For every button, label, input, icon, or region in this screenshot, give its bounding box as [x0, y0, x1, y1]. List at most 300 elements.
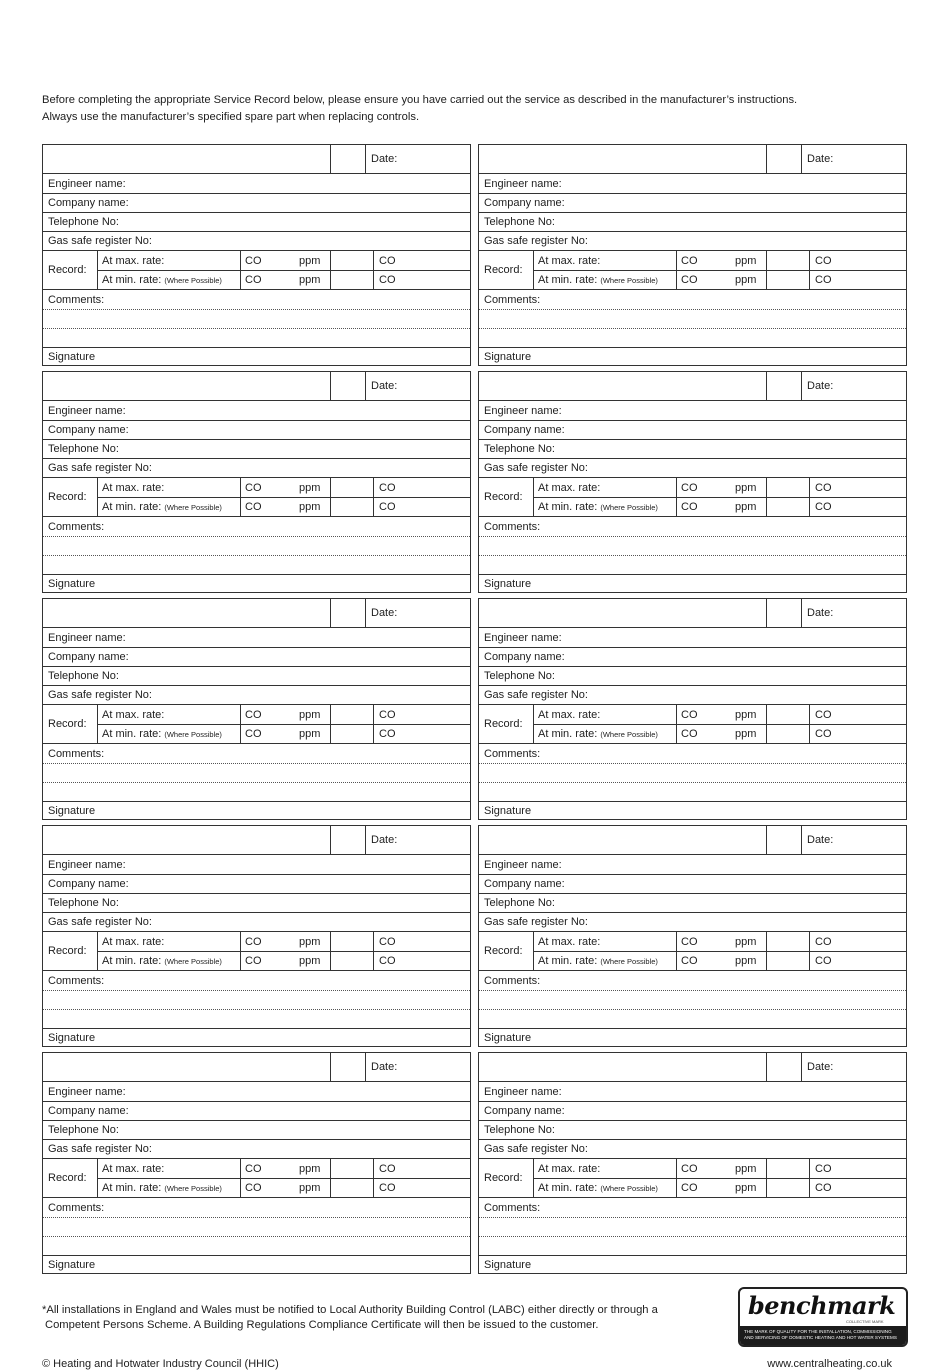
co-label: CO — [681, 728, 698, 740]
signature-label: Signature — [48, 578, 96, 590]
gas-safe-label: Gas safe register No: — [48, 462, 152, 474]
engineer-name-label: Engineer name: — [484, 631, 562, 644]
benchmark-logo — [738, 1287, 908, 1347]
service-record-card — [478, 598, 907, 820]
max-rate-label: At max. rate: — [538, 254, 601, 267]
comments-label: Comments: — [48, 293, 105, 306]
signature-field[interactable] — [43, 802, 470, 820]
comments-field[interactable] — [479, 1198, 906, 1218]
signature-label: Signature — [48, 1032, 96, 1044]
max-rate-row[interactable] — [479, 478, 906, 497]
where-possible-note: (Where Possible) — [600, 503, 658, 512]
intro-line-2: Always use the manufacturer’s specified spare part when replacing controls. — [42, 110, 420, 123]
engineer-name-field[interactable] — [43, 855, 470, 875]
min-rate-row[interactable] — [479, 1178, 906, 1198]
ppm-label: ppm — [735, 955, 757, 967]
co-label: CO — [379, 728, 396, 740]
co-label: CO — [681, 501, 698, 513]
co-label: CO — [681, 1162, 698, 1175]
company-name-label: Company name: — [484, 197, 565, 209]
co-label: CO — [815, 274, 832, 286]
company-name-field[interactable] — [479, 194, 906, 213]
record-block — [43, 705, 470, 744]
telephone-field[interactable] — [43, 667, 470, 686]
gas-safe-label: Gas safe register No: — [48, 916, 152, 928]
min-rate-row[interactable] — [43, 1178, 470, 1198]
co-label: CO — [379, 1182, 396, 1194]
signature-label: Signature — [48, 805, 96, 817]
co-label: CO — [245, 481, 262, 494]
max-rate-row[interactable] — [43, 478, 470, 497]
max-rate-label: At max. rate: — [102, 708, 165, 721]
gas-safe-register-field[interactable] — [479, 913, 906, 932]
comments-line[interactable] — [43, 783, 470, 802]
signature-field[interactable] — [479, 575, 906, 593]
ppm-label: ppm — [299, 501, 321, 513]
where-possible-note: (Where Possible) — [600, 276, 658, 285]
engineer-name-label: Engineer name: — [48, 631, 126, 644]
signature-label: Signature — [484, 805, 532, 817]
comments-field[interactable] — [479, 744, 906, 764]
signature-label: Signature — [48, 351, 96, 363]
gas-safe-label: Gas safe register No: — [484, 689, 588, 701]
co-label: CO — [815, 481, 832, 494]
co-label: CO — [815, 501, 832, 513]
gas-safe-register-field[interactable] — [479, 232, 906, 251]
co-label: CO — [681, 274, 698, 286]
date-label: Date: — [807, 607, 834, 619]
max-rate-label: At max. rate: — [538, 935, 601, 948]
co-label: CO — [815, 1162, 832, 1175]
comments-line[interactable] — [43, 764, 470, 783]
min-rate-row[interactable] — [43, 724, 470, 744]
service-record-card — [42, 825, 471, 1047]
max-rate-row[interactable] — [43, 251, 470, 270]
comments-line[interactable] — [43, 1237, 470, 1256]
max-rate-row[interactable] — [479, 1159, 906, 1178]
gas-safe-label: Gas safe register No: — [484, 235, 588, 247]
co-label: CO — [681, 1182, 698, 1194]
min-rate-label: At min. rate: (Where Possible) — [102, 274, 222, 286]
record-label: Record: — [484, 264, 523, 276]
comments-line[interactable] — [43, 556, 470, 575]
ppm-label: ppm — [299, 708, 321, 721]
comments-label: Comments: — [48, 974, 105, 987]
logo-subtitle: COLLECTIVE MARK — [846, 1319, 884, 1324]
company-name-label: Company name: — [484, 424, 565, 436]
record-block — [479, 478, 906, 517]
max-rate-label: At max. rate: — [102, 1162, 165, 1175]
labc-footnote — [42, 1303, 732, 1333]
co-label: CO — [681, 935, 698, 948]
gas-safe-register-field[interactable] — [479, 459, 906, 478]
telephone-label: Telephone No: — [48, 443, 119, 455]
engineer-name-field[interactable] — [479, 628, 906, 648]
signature-field[interactable] — [479, 348, 906, 366]
engineer-name-label: Engineer name: — [48, 1085, 126, 1098]
telephone-field[interactable] — [43, 440, 470, 459]
copyright-text: © Heating and Hotwater Industry Council (HHIC) — [42, 1358, 279, 1370]
telephone-field[interactable] — [479, 667, 906, 686]
min-rate-label: At min. rate: (Where Possible) — [538, 274, 658, 286]
record-label: Record: — [48, 491, 87, 503]
comments-line[interactable] — [43, 1010, 470, 1029]
ppm-label: ppm — [299, 728, 321, 740]
co-label: CO — [245, 1182, 262, 1194]
comments-line[interactable] — [479, 783, 906, 802]
co-label: CO — [245, 274, 262, 286]
co-label: CO — [379, 501, 396, 513]
comments-label: Comments: — [48, 747, 105, 760]
co-label: CO — [245, 708, 262, 721]
comments-field[interactable] — [479, 517, 906, 537]
min-rate-label: At min. rate: (Where Possible) — [102, 1182, 222, 1194]
ppm-label: ppm — [735, 254, 757, 267]
ppm-label: ppm — [299, 1162, 321, 1175]
max-rate-label: At max. rate: — [102, 935, 165, 948]
company-name-label: Company name: — [48, 424, 129, 436]
engineer-name-label: Engineer name: — [484, 1085, 562, 1098]
gas-safe-label: Gas safe register No: — [48, 235, 152, 247]
co-label: CO — [815, 1182, 832, 1194]
comments-line[interactable] — [479, 1010, 906, 1029]
ppm-label: ppm — [299, 935, 321, 948]
ppm-label: ppm — [735, 1182, 757, 1194]
co-label: CO — [245, 254, 262, 267]
ppm-label: ppm — [299, 1182, 321, 1194]
ppm-label: ppm — [735, 481, 757, 494]
where-possible-note: (Where Possible) — [600, 730, 658, 739]
ppm-label: ppm — [299, 481, 321, 494]
date-label: Date: — [807, 834, 834, 846]
co-label: CO — [379, 955, 396, 967]
company-name-field[interactable] — [43, 648, 470, 667]
min-rate-row[interactable] — [43, 270, 470, 290]
company-name-field[interactable] — [479, 1102, 906, 1121]
signature-label: Signature — [484, 1259, 532, 1271]
engineer-name-field[interactable] — [43, 1082, 470, 1102]
co-label: CO — [245, 728, 262, 740]
header-row — [43, 372, 470, 401]
header-row — [479, 145, 906, 174]
ppm-label: ppm — [735, 1162, 757, 1175]
intro-line-1: Before completing the appropriate Service Record below, please ensure you have carried out the service as described in the manufacturer’s instructions. — [42, 94, 798, 106]
where-possible-note: (Where Possible) — [600, 1184, 658, 1193]
service-record-grid — [42, 144, 907, 1274]
signature-field[interactable] — [479, 802, 906, 820]
comments-line[interactable] — [43, 991, 470, 1010]
gas-safe-register-field[interactable] — [43, 232, 470, 251]
ppm-label: ppm — [735, 728, 757, 740]
where-possible-note: (Where Possible) — [164, 730, 222, 739]
comments-line[interactable] — [43, 537, 470, 556]
telephone-field[interactable] — [479, 213, 906, 232]
signature-field[interactable] — [43, 1029, 470, 1047]
engineer-name-label: Engineer name: — [48, 177, 126, 190]
engineer-name-label: Engineer name: — [48, 404, 126, 417]
co-label: CO — [681, 955, 698, 967]
record-block — [479, 1159, 906, 1198]
co-label: CO — [379, 708, 396, 721]
header-row — [479, 372, 906, 401]
company-name-field[interactable] — [479, 421, 906, 440]
telephone-label: Telephone No: — [484, 897, 555, 909]
co-label: CO — [245, 1162, 262, 1175]
telephone-label: Telephone No: — [48, 897, 119, 909]
gas-safe-register-field[interactable] — [479, 686, 906, 705]
max-rate-label: At max. rate: — [538, 481, 601, 494]
engineer-name-field[interactable] — [479, 1082, 906, 1102]
comments-line[interactable] — [43, 310, 470, 329]
where-possible-note: (Where Possible) — [164, 503, 222, 512]
date-label: Date: — [807, 380, 834, 392]
co-label: CO — [245, 955, 262, 967]
ppm-label: ppm — [299, 955, 321, 967]
comments-line[interactable] — [479, 764, 906, 783]
co-label: CO — [379, 481, 396, 494]
comments-field[interactable] — [43, 290, 470, 310]
min-rate-label: At min. rate: (Where Possible) — [538, 955, 658, 967]
company-name-label: Company name: — [484, 1105, 565, 1117]
record-label: Record: — [48, 718, 87, 730]
gas-safe-register-field[interactable] — [43, 686, 470, 705]
company-name-field[interactable] — [43, 421, 470, 440]
max-rate-label: At max. rate: — [538, 708, 601, 721]
comments-line[interactable] — [479, 556, 906, 575]
co-label: CO — [681, 708, 698, 721]
record-block — [43, 1159, 470, 1198]
company-name-field[interactable] — [43, 194, 470, 213]
telephone-field[interactable] — [43, 1121, 470, 1140]
engineer-name-label: Engineer name: — [484, 177, 562, 190]
co-label: CO — [815, 708, 832, 721]
record-label: Record: — [48, 945, 87, 957]
gas-safe-register-field[interactable] — [43, 1140, 470, 1159]
max-rate-row[interactable] — [479, 932, 906, 951]
record-block — [43, 932, 470, 971]
footnote-line-2: Competent Persons Scheme. A Building Regulations Compliance Certificate will then be issued to the customer. — [45, 1319, 599, 1331]
comments-line[interactable] — [479, 1237, 906, 1256]
where-possible-note: (Where Possible) — [164, 957, 222, 966]
min-rate-label: At min. rate: (Where Possible) — [102, 501, 222, 513]
comments-field[interactable] — [43, 744, 470, 764]
benchmark-wordmark: benchmark — [748, 1291, 896, 1320]
signature-field[interactable] — [43, 575, 470, 593]
max-rate-label: At max. rate: — [102, 481, 165, 494]
date-label: Date: — [371, 153, 398, 165]
comments-field[interactable] — [43, 517, 470, 537]
min-rate-row[interactable] — [479, 951, 906, 971]
min-rate-row[interactable] — [43, 951, 470, 971]
record-label: Record: — [48, 264, 87, 276]
min-rate-label: At min. rate: (Where Possible) — [538, 728, 658, 740]
comments-label: Comments: — [48, 1201, 105, 1214]
record-block — [479, 705, 906, 744]
co-label: CO — [379, 254, 396, 267]
service-record-card — [478, 1052, 907, 1274]
company-name-field[interactable] — [43, 875, 470, 894]
max-rate-label: At max. rate: — [538, 1162, 601, 1175]
co-label: CO — [681, 254, 698, 267]
service-record-card — [478, 825, 907, 1047]
company-name-field[interactable] — [43, 1102, 470, 1121]
min-rate-label: At min. rate: (Where Possible) — [538, 501, 658, 513]
company-name-label: Company name: — [484, 878, 565, 890]
comments-label: Comments: — [484, 747, 541, 760]
telephone-field[interactable] — [479, 894, 906, 913]
co-label: CO — [815, 935, 832, 948]
comments-field[interactable] — [479, 971, 906, 991]
co-label: CO — [815, 955, 832, 967]
engineer-name-field[interactable] — [43, 174, 470, 194]
gas-safe-register-field[interactable] — [479, 1140, 906, 1159]
max-rate-row[interactable] — [479, 251, 906, 270]
engineer-name-field[interactable] — [479, 174, 906, 194]
signature-field[interactable] — [479, 1256, 906, 1274]
service-record-card — [42, 598, 471, 820]
where-possible-note: (Where Possible) — [164, 276, 222, 285]
engineer-name-label: Engineer name: — [48, 858, 126, 871]
max-rate-row[interactable] — [43, 705, 470, 724]
min-rate-row[interactable] — [479, 724, 906, 744]
company-name-label: Company name: — [48, 878, 129, 890]
company-name-field[interactable] — [479, 648, 906, 667]
company-name-label: Company name: — [48, 651, 129, 663]
comments-field[interactable] — [479, 290, 906, 310]
comments-line[interactable] — [43, 329, 470, 348]
co-label: CO — [379, 274, 396, 286]
date-label: Date: — [371, 834, 398, 846]
min-rate-row[interactable] — [479, 497, 906, 517]
where-possible-note: (Where Possible) — [164, 1184, 222, 1193]
signature-field[interactable] — [43, 1256, 470, 1274]
telephone-field[interactable] — [43, 894, 470, 913]
comments-label: Comments: — [484, 293, 541, 306]
engineer-name-field[interactable] — [43, 628, 470, 648]
co-label: CO — [245, 935, 262, 948]
min-rate-row[interactable] — [43, 497, 470, 517]
gas-safe-label: Gas safe register No: — [48, 1143, 152, 1155]
signature-label: Signature — [484, 351, 532, 363]
gas-safe-register-field[interactable] — [43, 459, 470, 478]
signature-label: Signature — [484, 578, 532, 590]
min-rate-label: At min. rate: (Where Possible) — [102, 728, 222, 740]
comments-field[interactable] — [43, 971, 470, 991]
min-rate-row[interactable] — [479, 270, 906, 290]
max-rate-row[interactable] — [43, 1159, 470, 1178]
record-label: Record: — [484, 718, 523, 730]
comments-label: Comments: — [48, 520, 105, 533]
comments-line[interactable] — [479, 537, 906, 556]
telephone-label: Telephone No: — [484, 670, 555, 682]
record-block — [479, 251, 906, 290]
comments-field[interactable] — [43, 1198, 470, 1218]
service-record-card — [42, 1052, 471, 1274]
signature-label: Signature — [48, 1259, 96, 1271]
comments-line[interactable] — [479, 991, 906, 1010]
record-block — [479, 932, 906, 971]
service-record-card — [42, 144, 471, 366]
header-row — [43, 145, 470, 174]
co-label: CO — [681, 481, 698, 494]
min-rate-label: At min. rate: (Where Possible) — [538, 1182, 658, 1194]
record-label: Record: — [484, 491, 523, 503]
max-rate-label: At max. rate: — [102, 254, 165, 267]
max-rate-row[interactable] — [479, 705, 906, 724]
date-label: Date: — [371, 380, 398, 392]
ppm-label: ppm — [735, 935, 757, 948]
service-record-card — [42, 371, 471, 593]
comments-line[interactable] — [43, 1218, 470, 1237]
engineer-name-field[interactable] — [479, 401, 906, 421]
telephone-label: Telephone No: — [484, 1124, 555, 1136]
comments-label: Comments: — [484, 974, 541, 987]
max-rate-row[interactable] — [43, 932, 470, 951]
footnote-line-1: *All installations in England and Wales must be notified to Local Authority Building Control (LABC) either directly or through a — [42, 1304, 658, 1316]
header-row — [43, 1053, 470, 1082]
ppm-label: ppm — [735, 501, 757, 513]
engineer-name-field[interactable] — [43, 401, 470, 421]
engineer-name-field[interactable] — [479, 855, 906, 875]
telephone-label: Telephone No: — [484, 443, 555, 455]
service-record-card — [478, 371, 907, 593]
record-block — [43, 251, 470, 290]
header-row — [479, 826, 906, 855]
gas-safe-label: Gas safe register No: — [484, 916, 588, 928]
signature-field[interactable] — [43, 348, 470, 366]
website-link[interactable]: www.centralheating.co.uk — [767, 1358, 892, 1370]
gas-safe-register-field[interactable] — [43, 913, 470, 932]
header-row — [43, 599, 470, 628]
where-possible-note: (Where Possible) — [600, 957, 658, 966]
ppm-label: ppm — [735, 708, 757, 721]
telephone-field[interactable] — [43, 213, 470, 232]
telephone-label: Telephone No: — [484, 216, 555, 228]
telephone-field[interactable] — [479, 1121, 906, 1140]
co-label: CO — [815, 254, 832, 267]
comments-label: Comments: — [484, 1201, 541, 1214]
co-label: CO — [379, 935, 396, 948]
signature-label: Signature — [484, 1032, 532, 1044]
gas-safe-label: Gas safe register No: — [48, 689, 152, 701]
co-label: CO — [245, 501, 262, 513]
comments-line[interactable] — [479, 1218, 906, 1237]
company-name-label: Company name: — [484, 651, 565, 663]
gas-safe-label: Gas safe register No: — [484, 1143, 588, 1155]
record-label: Record: — [48, 1172, 87, 1184]
comments-line[interactable] — [479, 310, 906, 329]
gas-safe-label: Gas safe register No: — [484, 462, 588, 474]
telephone-field[interactable] — [479, 440, 906, 459]
telephone-label: Telephone No: — [48, 670, 119, 682]
comments-line[interactable] — [479, 329, 906, 348]
company-name-label: Company name: — [48, 1105, 129, 1117]
telephone-label: Telephone No: — [48, 216, 119, 228]
min-rate-label: At min. rate: (Where Possible) — [102, 955, 222, 967]
telephone-label: Telephone No: — [48, 1124, 119, 1136]
ppm-label: ppm — [735, 274, 757, 286]
company-name-field[interactable] — [479, 875, 906, 894]
record-label: Record: — [484, 945, 523, 957]
header-row — [43, 826, 470, 855]
date-label: Date: — [807, 153, 834, 165]
header-row — [479, 599, 906, 628]
engineer-name-label: Engineer name: — [484, 404, 562, 417]
intro-text — [42, 92, 922, 125]
ppm-label: ppm — [299, 274, 321, 286]
signature-field[interactable] — [479, 1029, 906, 1047]
ppm-label: ppm — [299, 254, 321, 267]
